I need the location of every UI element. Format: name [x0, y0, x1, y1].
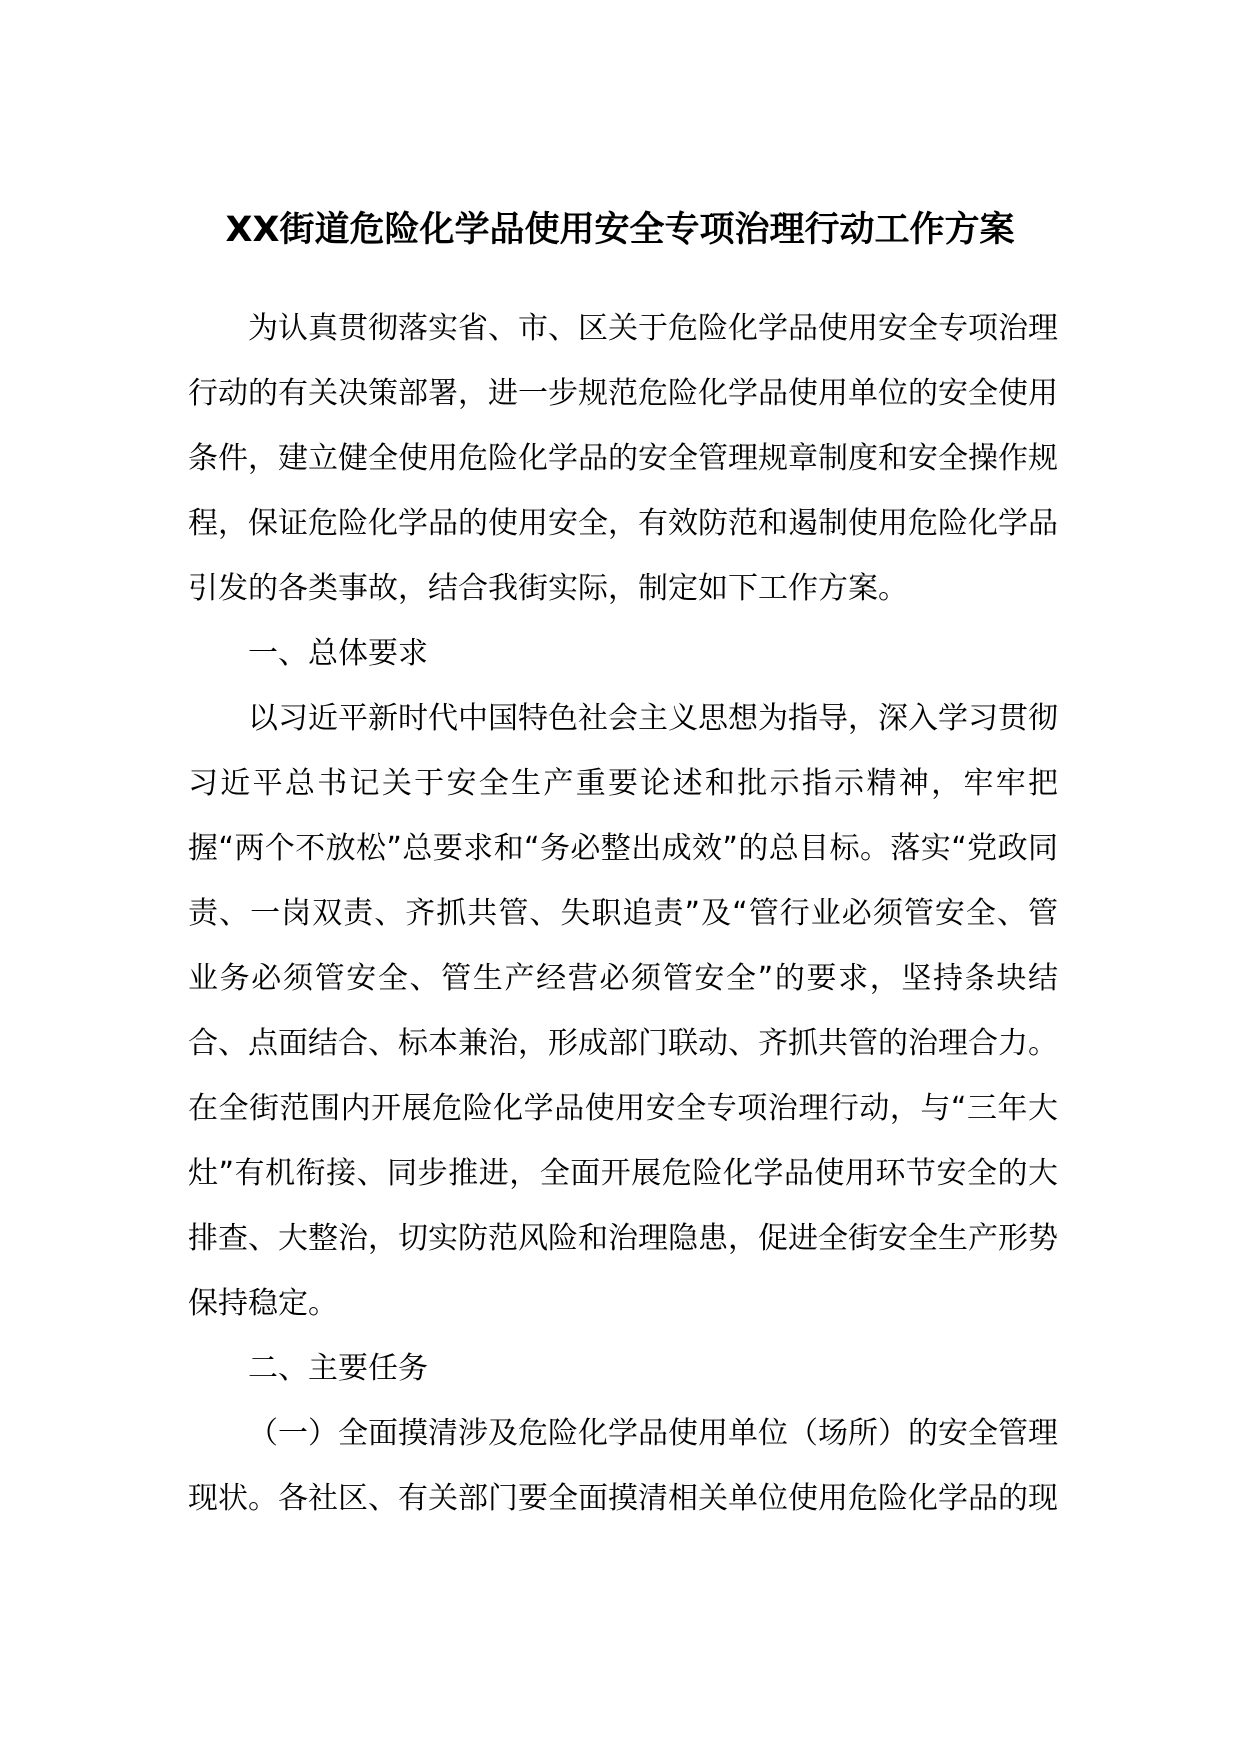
section-heading-main-tasks: 二、主要任务 — [248, 1351, 428, 1386]
document-body — [188, 296, 1058, 1531]
main-tasks-paragraph: （一）全面摸清涉及危险化学品使用单位（场所）的安全管理现状。各社区、有关部门要全面摸清相关单位使用危险化学品的现 — [188, 1416, 1058, 1516]
general-requirements-paragraph: 以习近平新时代中国特色社会主义思想为指导，深入学习贯彻习近平总书记关于安全生产重要论述和批示指示精神，牢牢把握“两个不放松”总要求和“务必整出成效”的总目标。落实“党政同责、一岗双责、齐抓共管、失职追责”及“管行业必须管安全、管业务必须管安全、管生产经营必须管安全”的要求，坚持条块结合、点面结合、标本兼治，形成部门联动、齐抓共管的治理合力。在全街范围内开展危险化学品使用安全专项治理行动，与“三年大灶”有机衔接、同步推进，全面开展危险化学品使用环节安全的大排查、大整治，切实防范风险和治理隐患，促进全街安全生产形势保持稳定。 — [188, 701, 1058, 1321]
section-heading-general-requirements: 一、总体要求 — [248, 636, 428, 671]
document-title: XX街道危险化学品使用安全专项治理行动工作方案 — [225, 210, 1015, 250]
intro-paragraph: 为认真贯彻落实省、市、区关于危险化学品使用安全专项治理行动的有关决策部署，进一步规范危险化学品使用单位的安全使用条件，建立健全使用危险化学品的安全管理规章制度和安全操作规程，保证危险化学品的使用安全，有效防范和遏制使用危险化学品引发的各类事故，结合我街实际，制定如下工作方案。 — [188, 311, 1058, 606]
